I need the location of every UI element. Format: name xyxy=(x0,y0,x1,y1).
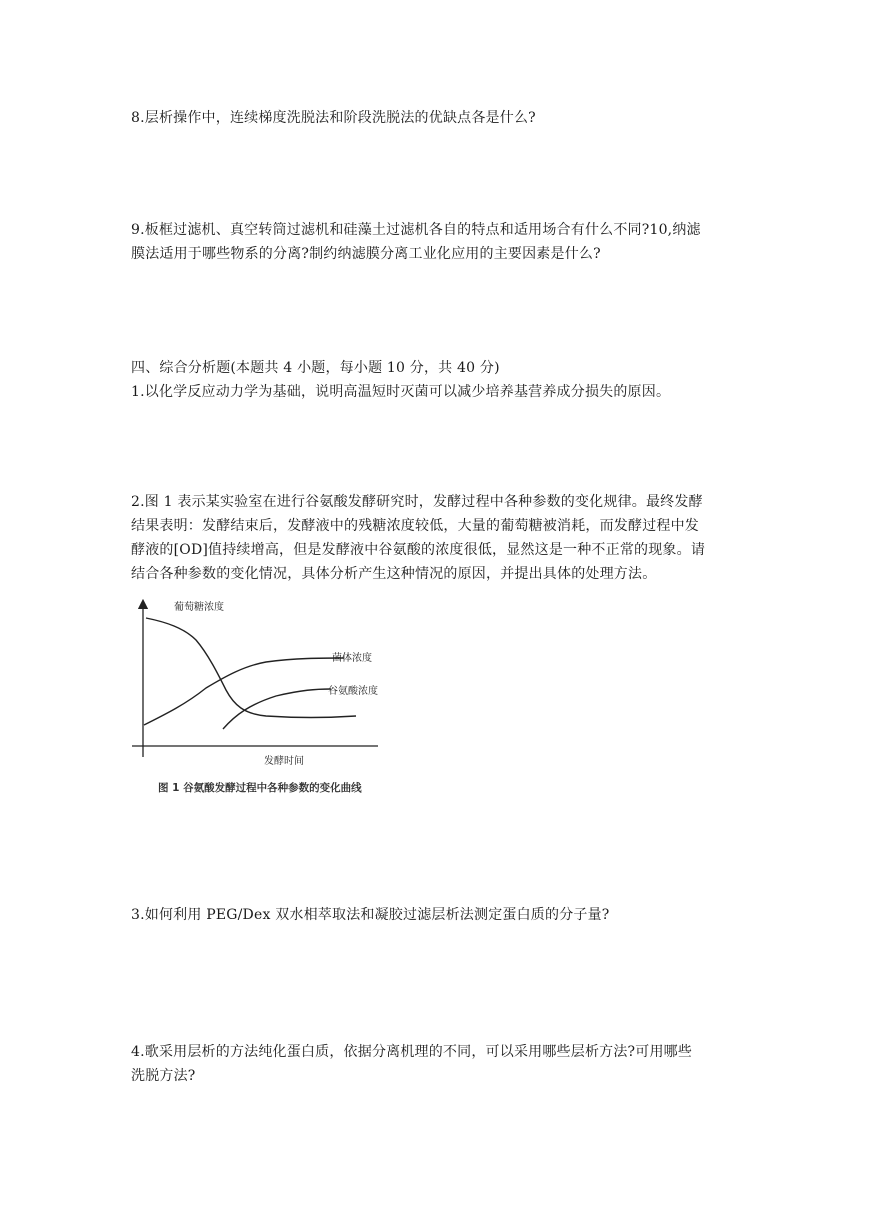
section-4-question-4 xyxy=(131,1040,743,1088)
figure-1-caption: 图 1 谷氨酸发酵过程中各种参数的变化曲线 xyxy=(158,782,362,794)
section-4 xyxy=(131,356,743,404)
x-axis-label: 发酵时间 xyxy=(264,756,304,767)
fermentation-chart xyxy=(126,592,396,802)
question-2-line-3: 酵液的[OD]值持续增高，但是发酵液中谷氨酸的浓度很低，显然这是一种不正常的现象。请 xyxy=(131,542,706,558)
figure-1 xyxy=(126,592,396,802)
glutamate-curve xyxy=(223,689,331,729)
question-4-line-1: 4.歌采用层析的方法纯化蛋白质，依据分离机理的不同，可以采用哪些层析方法?可用哪些 xyxy=(131,1044,693,1060)
question-4-line-2: 洗脱方法? xyxy=(131,1068,196,1084)
section-4-question-2 xyxy=(131,490,743,586)
question-2-line-1: 2.图 1 表示某实验室在进行谷氨酸发酵研究时，发酵过程中各种参数的变化规律。最终发酵 xyxy=(131,494,703,510)
question-8: 8.层析操作中，连续梯度洗脱法和阶段洗脱法的优缺点各是什么? xyxy=(131,110,536,126)
section-4-question-3: 3.如何利用 PEG/Dex 双水相萃取法和凝胶过滤层析法测定蛋白质的分子量? xyxy=(131,907,610,923)
section-4-heading: 四、综合分析题(本题共 4 小题，每小题 10 分，共 40 分) xyxy=(131,360,500,376)
question-9 xyxy=(131,218,743,266)
question-9-line-2: 膜法适用于哪些物系的分离?制约纳滤膜分离工业化应用的主要因素是什么? xyxy=(131,246,601,262)
question-2-line-4: 结合各种参数的变化情况，具体分析产生这种情况的原因，并提出具体的处理方法。 xyxy=(131,566,657,582)
question-2-line-2: 结果表明：发酵结束后，发酵液中的残糖浓度较低，大量的葡萄糖被消耗，而发酵过程中发 xyxy=(131,518,699,534)
legend-glutamate: 谷氨酸浓度 xyxy=(328,686,378,697)
legend-glucose: 葡萄糖浓度 xyxy=(174,602,224,613)
section-4-question-1: 1.以化学反应动力学为基础，说明高温短时灭菌可以减少培养基营养成分损失的原因。 xyxy=(131,384,671,400)
biomass-curve xyxy=(144,658,344,725)
glucose-curve xyxy=(146,618,356,718)
legend-biomass: 菌体浓度 xyxy=(332,653,372,664)
question-9-line-1: 9.板框过滤机、真空转筒过滤机和硅藻土过滤机各自的特点和适用场合有什么不同?10,纳滤 xyxy=(131,222,701,238)
